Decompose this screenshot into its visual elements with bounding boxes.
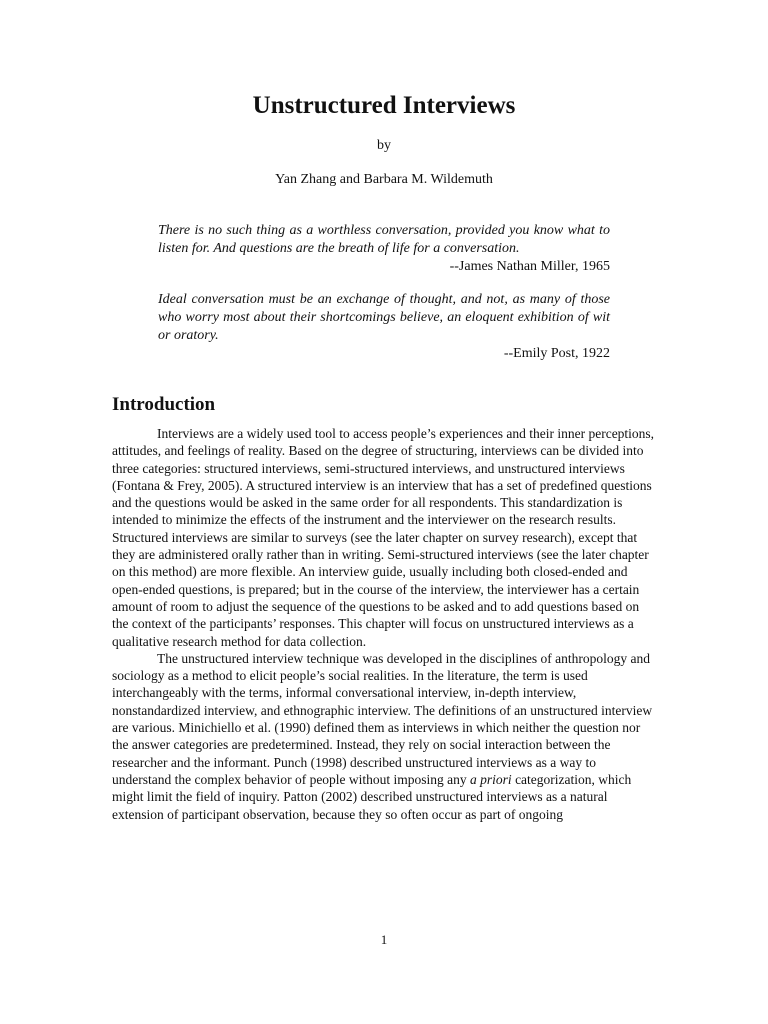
paragraph-2 [112,650,657,823]
paragraph-1: Interviews are a widely used tool to access people’s experiences and their inner perceptions, attitudes, and feelings of reality. Based on the degree of structuring, interviews can be divided into three categories: structured interviews, semi-structured interviews, and unstructured interviews (Fontana & Frey, 2005). A structured interview is an interview that has a set of predefined questions and the questions would be asked in the same order for all respondents. This standardization is intended to minimize the effects of the instrument and the interviewer on the research results. Structured interviews are similar to surveys (see the later chapter on survey research), except that they are administered orally rather than in writing. Semi-structured interviews (see the later chapter on this method) are more flexible. An interview guide, usually including both closed-ended and open-ended questions, is prepared; but in the course of the interview, the interviewer has a certain amount of room to adjust the sequence of the questions to be asked and to add questions based on the context of the participants’ responses. This chapter will focus on unstructured interviews as a qualitative research method for data collection. [112,426,655,649]
epigraph-2 [158,291,610,363]
epigraph-1-text: There is no such thing as a worthless conversation, provided you know what to listen for. And questions are the breath of life for a conversation. [158,223,610,256]
epigraph-1 [158,222,610,276]
byline: by [377,138,391,153]
epigraph-2-attribution: --Emily Post, 1922 [503,346,610,361]
paragraph-2-part-1: The unstructured interview technique was developed in the disciplines of anthropology and sociology as a method to elicit people’s social realities. In the literature, the term is used interchangeably with the terms, informal conversational interview, in-depth interview, nonstandardized interview, and ethnographic interview. The definitions of an unstructured interview are various. Minichiello et al. (1990) defined them as interviews in which neither the question nor the answer categories are predetermined. Instead, they rely on social interaction between the researcher and the informant. Punch (1998) described unstructured interviews as a way to understand the complex behavior of people without imposing any [112,650,653,787]
section-heading-introduction: Introduction [112,394,216,415]
epigraph-2-text: Ideal conversation must be an exchange of thought, and not, as many of those who worry most about their shortcomings believe, an eloquent exhibition of wit or oratory. [158,292,610,343]
document-title: Unstructured Interviews [252,92,516,119]
paragraph-2-part-2: categorization, which might limit the field of inquiry. Patton (2002) described unstructured interviews as a natural extension of participant observation, because they so often occur as part of ongoing [112,771,632,822]
authors: Yan Zhang and Barbara M. Wildemuth [275,172,493,187]
paragraph-2-italic-term: a priori [470,771,512,787]
introduction-body [112,425,657,823]
page-number: 1 [380,932,388,947]
epigraph-1-attribution: --James Nathan Miller, 1965 [449,259,610,274]
